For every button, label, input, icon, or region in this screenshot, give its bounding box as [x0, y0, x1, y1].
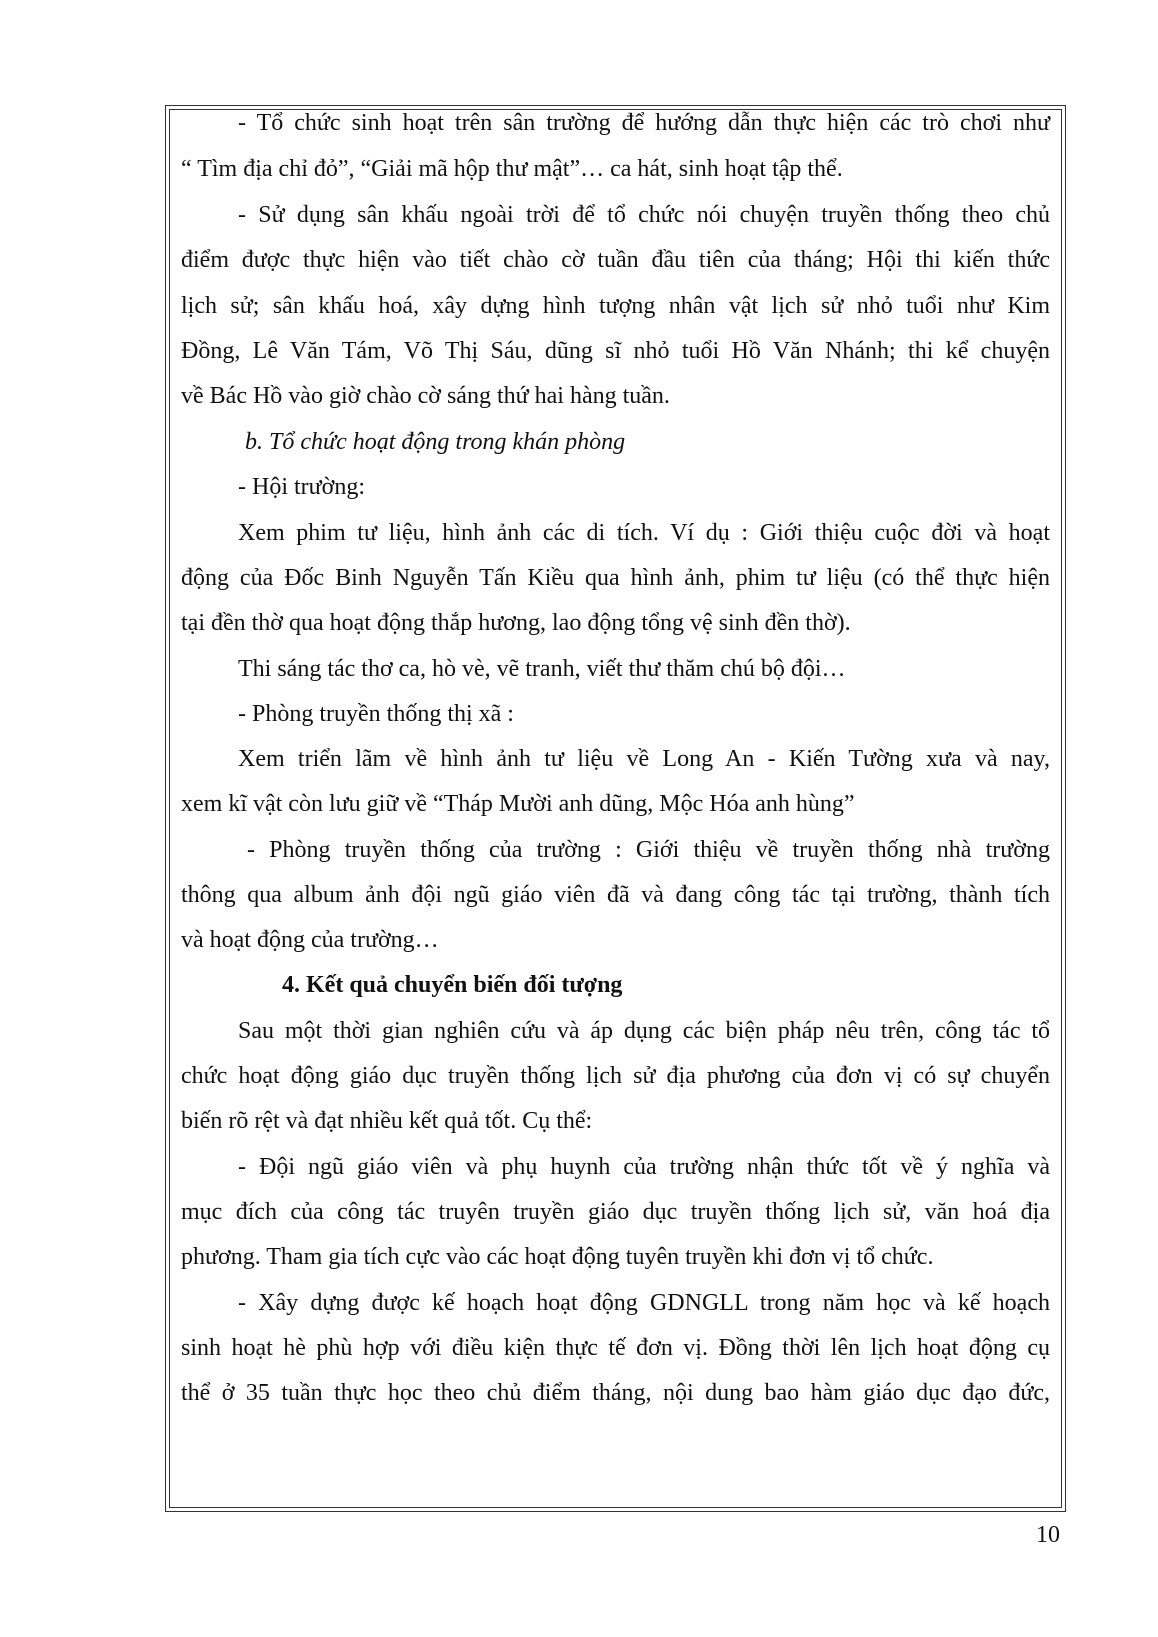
- text-line: mục đích của công tác truyên truyền giáo dục truyền thống lịch sử, văn hoá địa: [181, 1199, 1050, 1225]
- text-line: và hoạt động của trường…: [181, 927, 439, 953]
- text-line: về Bác Hồ vào giờ chào cờ sáng thứ hai hàng tuần.: [181, 383, 670, 409]
- text-line: - Xây dựng được kế hoạch hoạt động GDNGLL trong năm học và kế hoạch: [238, 1290, 1050, 1316]
- text-line: biến rõ rệt và đạt nhiều kết quả tốt. Cụ thể:: [181, 1108, 593, 1134]
- text-line: - Đội ngũ giáo viên và phụ huynh của trường nhận thức tốt về ý nghĩa và: [238, 1154, 1050, 1180]
- text-line: Thi sáng tác thơ ca, hò vè, vẽ tranh, viết thư thăm chú bộ đội…: [238, 656, 846, 682]
- text-line: Xem triển lãm về hình ảnh tư liệu về Long An - Kiến Tường xưa và nay,: [238, 746, 1050, 772]
- text-line: chức hoạt động giáo dục truyền thống lịch sử địa phương của đơn vị có sự chuyển: [181, 1063, 1050, 1089]
- text-line: xem kĩ vật còn lưu giữ về “Tháp Mười anh dũng, Mộc Hóa anh hùng”: [181, 791, 855, 817]
- text-line: Xem phim tư liệu, hình ảnh các di tích. Ví dụ : Giới thiệu cuộc đời và hoạt: [238, 520, 1050, 546]
- text-line: thông qua album ảnh đội ngũ giáo viên đã và đang công tác tại trường, thành tích: [181, 882, 1050, 908]
- text-line: - Phòng truyền thống thị xã :: [238, 701, 514, 727]
- text-line: sinh hoạt hè phù hợp với điều kiện thực tế đơn vị. Đồng thời lên lịch hoạt động cụ: [181, 1335, 1050, 1361]
- text-line: - Tổ chức sinh hoạt trên sân trường để hướng dẫn thực hiện các trò chơi như: [238, 110, 1050, 136]
- text-line: điểm được thực hiện vào tiết chào cờ tuần đầu tiên của tháng; Hội thi kiến thức: [181, 247, 1050, 273]
- text-line: phương. Tham gia tích cực vào các hoạt động tuyên truyền khi đơn vị tổ chức.: [181, 1244, 934, 1270]
- section-heading-4: 4. Kết quả chuyển biến đối tượng: [282, 972, 623, 998]
- text-line: - Phòng truyền thống của trường : Giới thiệu về truyền thống nhà trường: [247, 837, 1050, 863]
- text-line: thể ở 35 tuần thực học theo chủ điểm tháng, nội dung bao hàm giáo dục đạo đức,: [181, 1380, 1050, 1406]
- text-line: Đồng, Lê Văn Tám, Võ Thị Sáu, dũng sĩ nhỏ tuổi Hồ Văn Nhánh; thi kể chuyện: [181, 338, 1050, 364]
- page-number: 10: [1036, 1522, 1060, 1548]
- text-line: - Hội trường:: [238, 474, 366, 500]
- text-line: tại đền thờ qua hoạt động thắp hương, lao động tổng vệ sinh đền thờ).: [181, 610, 851, 636]
- text-line: lịch sử; sân khấu hoá, xây dựng hình tượng nhân vật lịch sử nhỏ tuổi như Kim: [181, 293, 1050, 319]
- text-line: - Sử dụng sân khấu ngoài trời để tổ chức nói chuyện truyền thống theo chủ: [238, 202, 1050, 228]
- section-heading-b: b. Tổ chức hoạt động trong khán phòng: [245, 429, 626, 455]
- text-line: động của Đốc Binh Nguyễn Tấn Kiều qua hình ảnh, phim tư liệu (có thể thực hiện: [181, 565, 1050, 591]
- text-line: Sau một thời gian nghiên cứu và áp dụng các biện pháp nêu trên, công tác tổ: [238, 1018, 1050, 1044]
- text-line: “ Tìm địa chỉ đỏ”, “Giải mã hộp thư mật”… ca hát, sinh hoạt tập thể.: [181, 156, 843, 182]
